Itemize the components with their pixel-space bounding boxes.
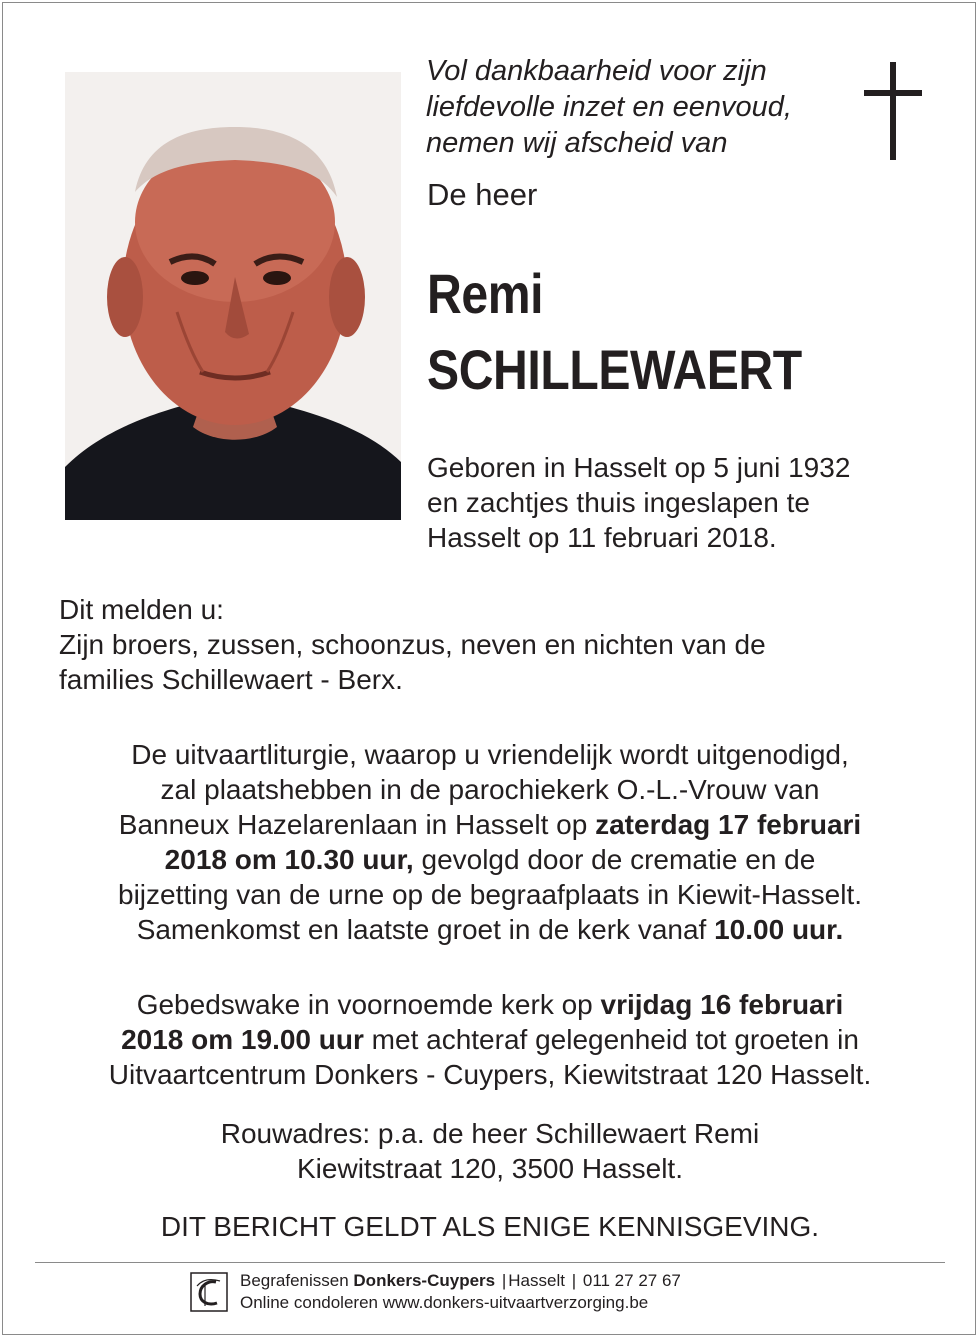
footer-line-company [240,1270,681,1292]
vigil-time: 2018 om 19.00 uur [121,1024,364,1055]
separator: | [571,1271,577,1290]
born-line: en zachtjes thuis ingeslapen te [427,487,810,518]
announcement-line: Dit melden u: [59,594,224,625]
notice-line: DIT BERICHT GELDT ALS ENIGE KENNISGEVING. [160,1211,820,1242]
vigil-line [0,1022,980,1057]
company-name: Donkers-Cuypers [353,1271,496,1290]
website-link[interactable]: www.donkers-uitvaartverzorging.be [382,1293,649,1312]
birth-death-info [427,450,850,555]
liturgy-paragraph [0,737,980,947]
announcement [59,592,766,697]
funeral-home-logo-icon [190,1272,228,1312]
liturgy-text: Banneux Hazelarenlaan in Hasselt op [118,809,596,840]
online-label: Online condoleren [240,1293,378,1312]
vigil-text: met achteraf gelegenheid tot groeten in [363,1024,859,1055]
latin-cross-icon [864,62,922,160]
intro-line: liefdevolle inzet en eenvoud, [426,91,792,123]
liturgy-line [0,842,980,877]
announcement-line: Zijn broers, zussen, schoonzus, neven en nichten van de [59,629,766,660]
vigil-paragraph [0,987,980,1092]
footer-divider [35,1262,945,1263]
liturgy-line: bijzetting van de urne op de begraafplaats in Kiewit-Hasselt. [118,879,862,910]
intro-text [426,53,846,161]
vigil-line [0,987,980,1022]
company-city: Hasselt [508,1271,565,1290]
first-name: Remi [427,262,544,325]
intro-line: nemen wij afscheid van [426,127,728,159]
liturgy-line [0,912,980,947]
liturgy-line [0,807,980,842]
vigil-date: vrijdag 16 februari [600,989,844,1020]
vigil-text: Gebedswake in voornoemde kerk op [136,989,601,1020]
mourning-address [0,1116,980,1186]
liturgy-time: 2018 om 10.30 uur, [164,844,414,875]
liturgy-date: zaterdag 17 februari [595,809,862,840]
address-line: Rouwadres: p.a. de heer Schillewaert Remi [220,1118,760,1149]
gathering-time: 10.00 uur. [714,914,844,945]
born-line: Hasselt op 11 februari 2018. [427,522,777,553]
liturgy-text: gevolgd door de crematie en de [413,844,816,875]
last-name: SCHILLEWAERT [427,338,802,401]
vigil-line: Uitvaartcentrum Donkers - Cuypers, Kiewitstraat 120 Hasselt. [108,1059,872,1090]
address-line: Kiewitstraat 120, 3500 Hasselt. [297,1153,683,1184]
born-line: Geboren in Hasselt op 5 juni 1932 [427,452,851,483]
intro-line: Vol dankbaarheid voor zijn [426,55,767,87]
footer-line-online [240,1292,681,1314]
portrait-photo [65,72,401,520]
liturgy-text: Samenkomst en laatste groet in de kerk vanaf [136,914,715,945]
footer-text [240,1270,681,1314]
salutation: De heer [427,177,538,212]
liturgy-line: De uitvaartliturgie, waarop u vriendelijk wordt uitgenodigd, [131,739,849,770]
announcement-line: families Schillewaert - Berx. [59,664,403,695]
company-phone[interactable]: 011 27 27 67 [582,1271,681,1290]
deceased-name [427,256,802,408]
liturgy-line: zal plaatshebben in de parochiekerk O.-L.-Vrouw van [160,774,820,805]
separator: | [501,1271,507,1290]
company-prefix: Begrafenissen [240,1271,354,1290]
